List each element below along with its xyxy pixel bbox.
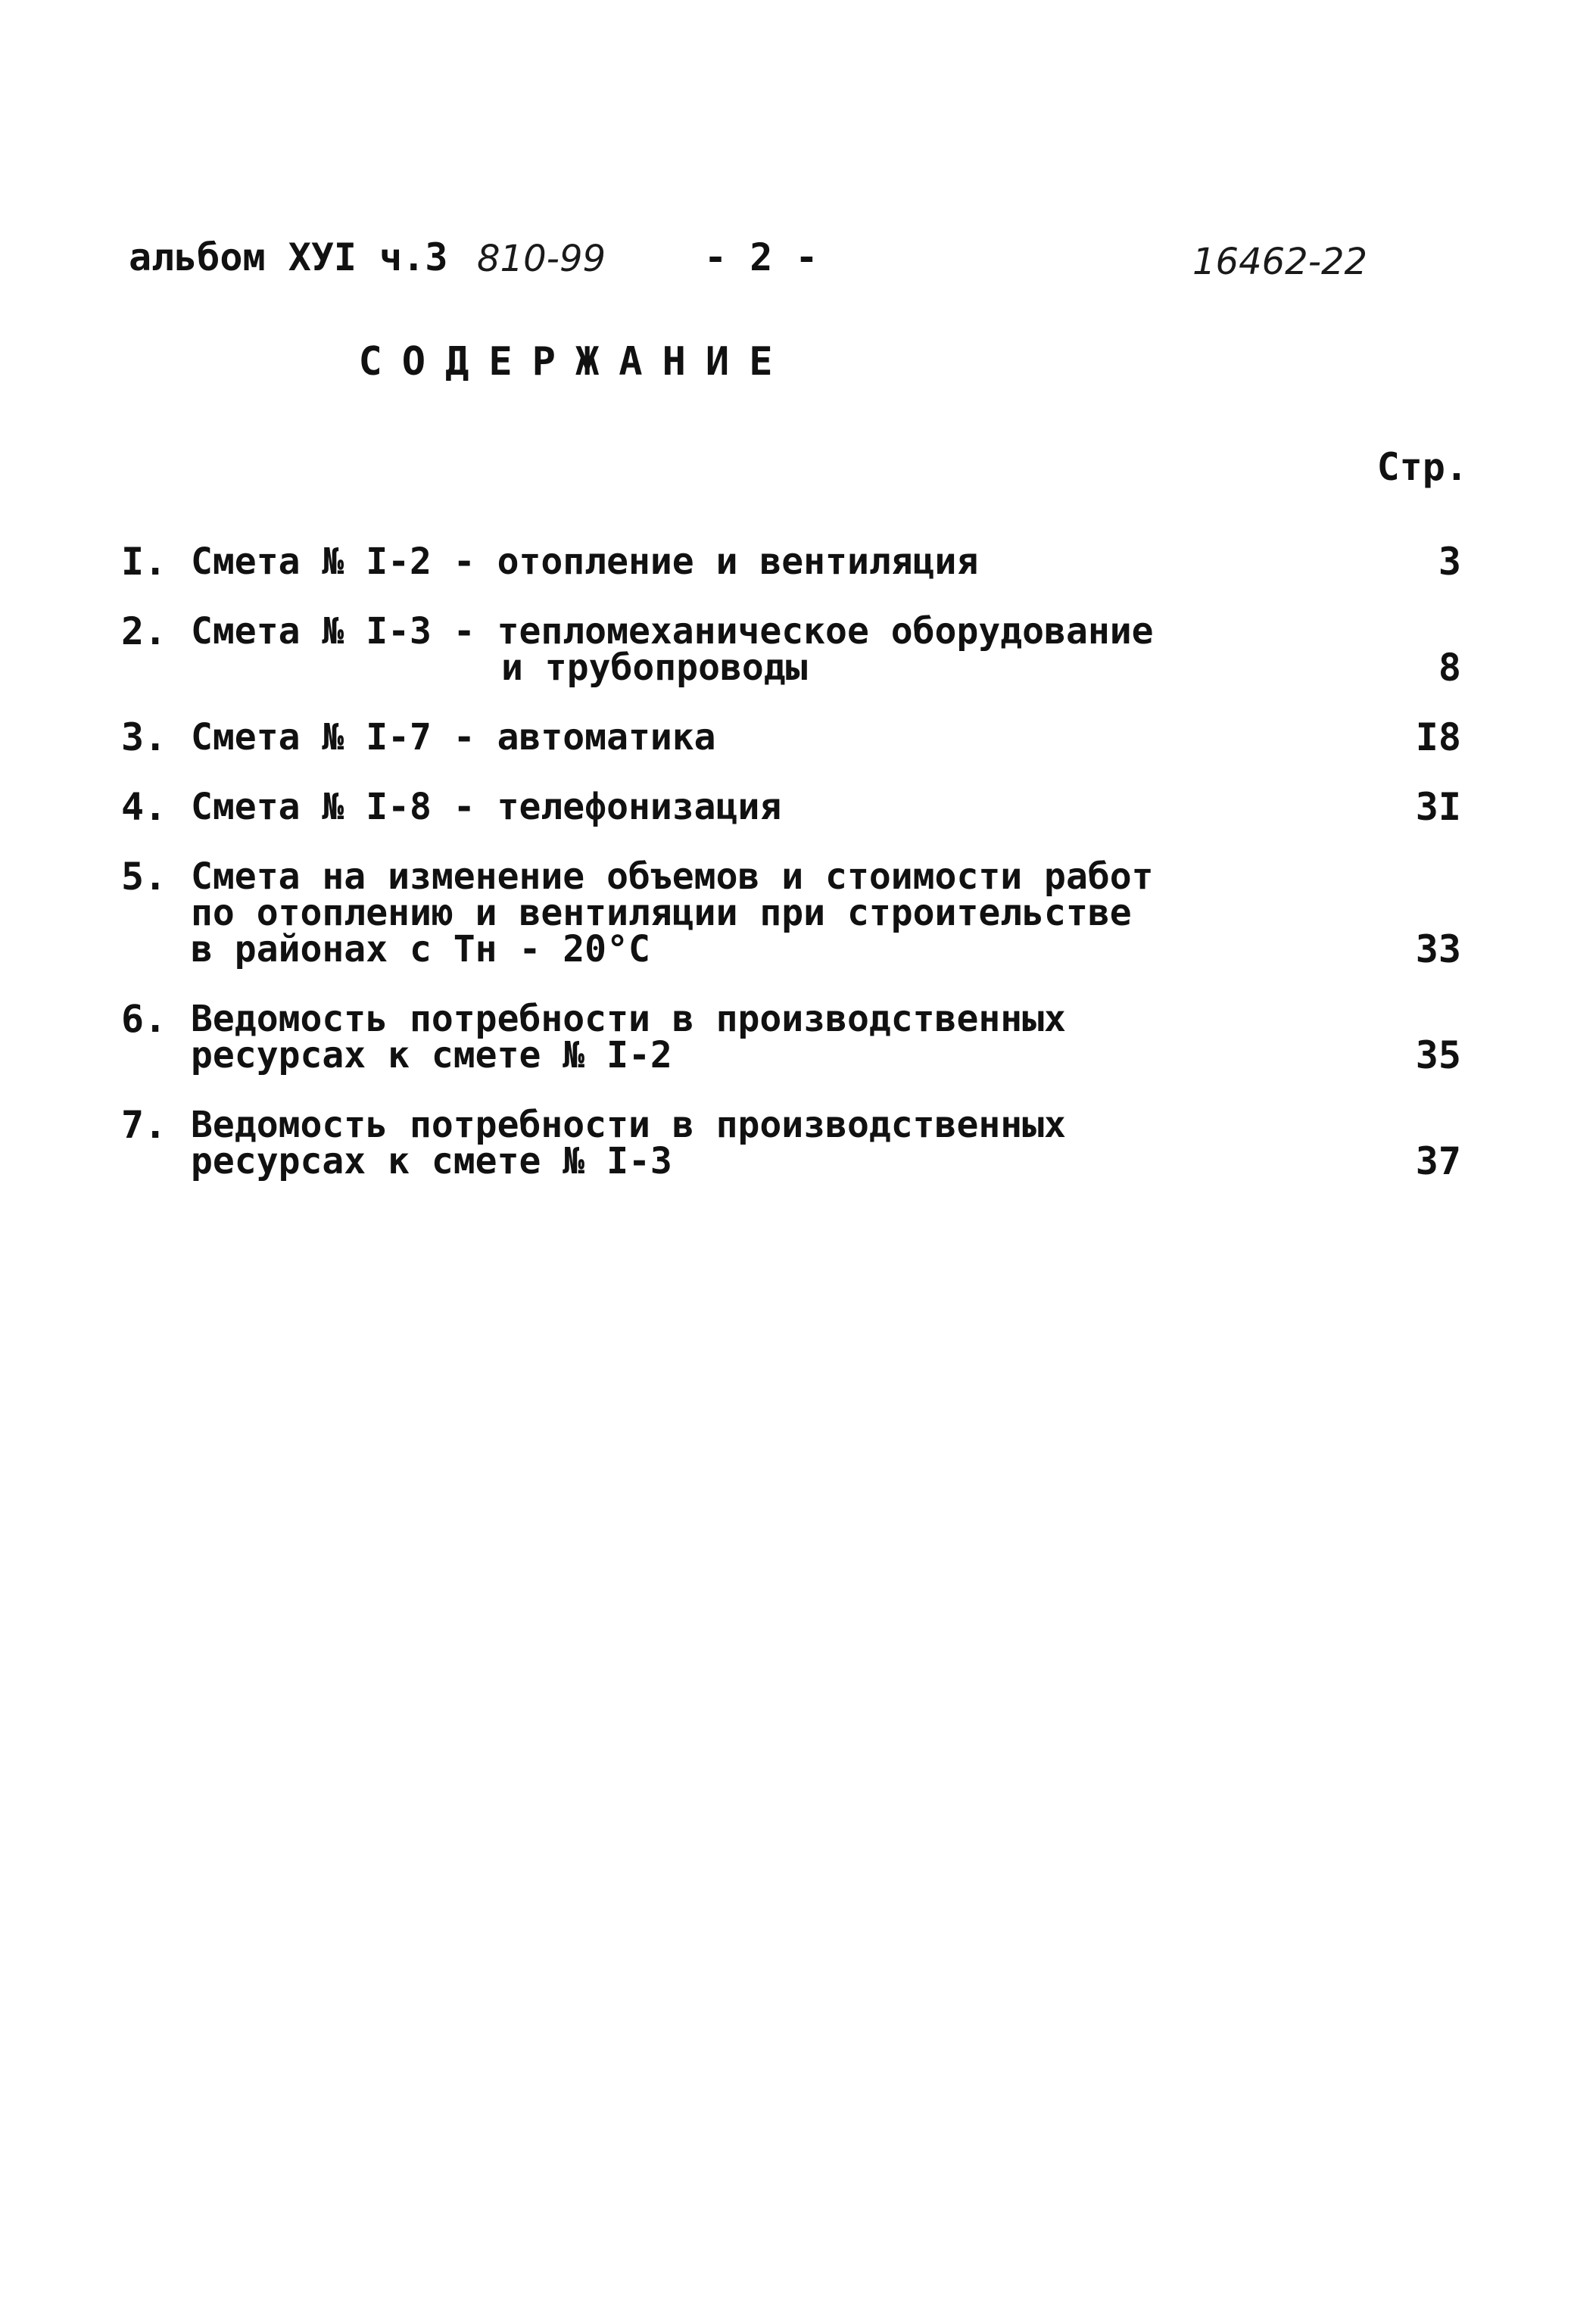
toc-entry-line: Смета № I-8 - телефонизация <box>191 786 782 828</box>
table-of-contents <box>121 540 1469 1213</box>
toc-entry-title <box>191 610 1296 689</box>
page-number: - 2 - <box>704 235 818 279</box>
toc-entry-page: I8 <box>1415 715 1461 759</box>
toc-entry-page: 33 <box>1415 927 1461 971</box>
toc-entry <box>121 855 1469 971</box>
toc-entry-page: 37 <box>1415 1139 1461 1183</box>
toc-entry-title <box>191 1104 1296 1182</box>
toc-entry-number: 6. <box>121 997 167 1041</box>
toc-entry-number: I. <box>121 540 167 584</box>
toc-entry-line: и трубопроводы <box>501 646 808 689</box>
toc-entry-page: 35 <box>1415 1033 1461 1077</box>
toc-entry-line: Смета № I-7 - автоматика <box>191 716 716 759</box>
toc-entry-line: в районах с Тн - 20°С <box>191 928 650 970</box>
toc-entry <box>121 609 1469 690</box>
toc-entry-page: 3I <box>1415 785 1461 829</box>
toc-entry-line: Смета на изменение объемов и стоимости работ <box>191 855 1154 898</box>
toc-entry-line: Смета № I-3 - тепломеханическое оборудование <box>191 610 1154 653</box>
toc-entry <box>121 785 1469 829</box>
page-column-label: Стр. <box>1376 445 1468 489</box>
album-label: альбом XУI ч.3 <box>129 235 448 279</box>
toc-entry-number: 2. <box>121 609 167 653</box>
toc-entry-page: 3 <box>1438 540 1461 584</box>
toc-entry-title <box>191 855 1296 970</box>
toc-entry-line: ресурсах к смете № I-2 <box>191 1034 672 1076</box>
toc-entry-title <box>191 716 1296 759</box>
toc-entry-number: 3. <box>121 715 167 759</box>
toc-entry-title <box>191 786 1296 828</box>
toc-entry-title <box>191 998 1296 1076</box>
contents-title: СОДЕРЖАНИЕ <box>358 339 793 385</box>
toc-entry <box>121 715 1469 759</box>
toc-entry <box>121 540 1469 584</box>
toc-entry <box>121 1103 1469 1183</box>
toc-entry-line: Смета № I-2 - отопление и вентиляция <box>191 541 979 583</box>
toc-entry-number: 5. <box>121 855 167 899</box>
toc-entry-number: 7. <box>121 1103 167 1147</box>
toc-entry-line: ресурсах к смете № I-3 <box>191 1140 672 1182</box>
toc-entry-page: 8 <box>1438 646 1461 690</box>
toc-entry <box>121 997 1469 1077</box>
toc-entry-line: Ведомость потребности в производственных <box>191 1104 1066 1146</box>
toc-entry-title <box>191 541 1296 583</box>
document-code: 810-99 <box>477 238 606 280</box>
toc-entry-number: 4. <box>121 785 167 829</box>
toc-entry-line: по отоплению и вентиляции при строительстве <box>191 892 1132 934</box>
document-number: 16462-22 <box>1192 241 1368 283</box>
toc-entry-line: Ведомость потребности в производственных <box>191 998 1066 1040</box>
